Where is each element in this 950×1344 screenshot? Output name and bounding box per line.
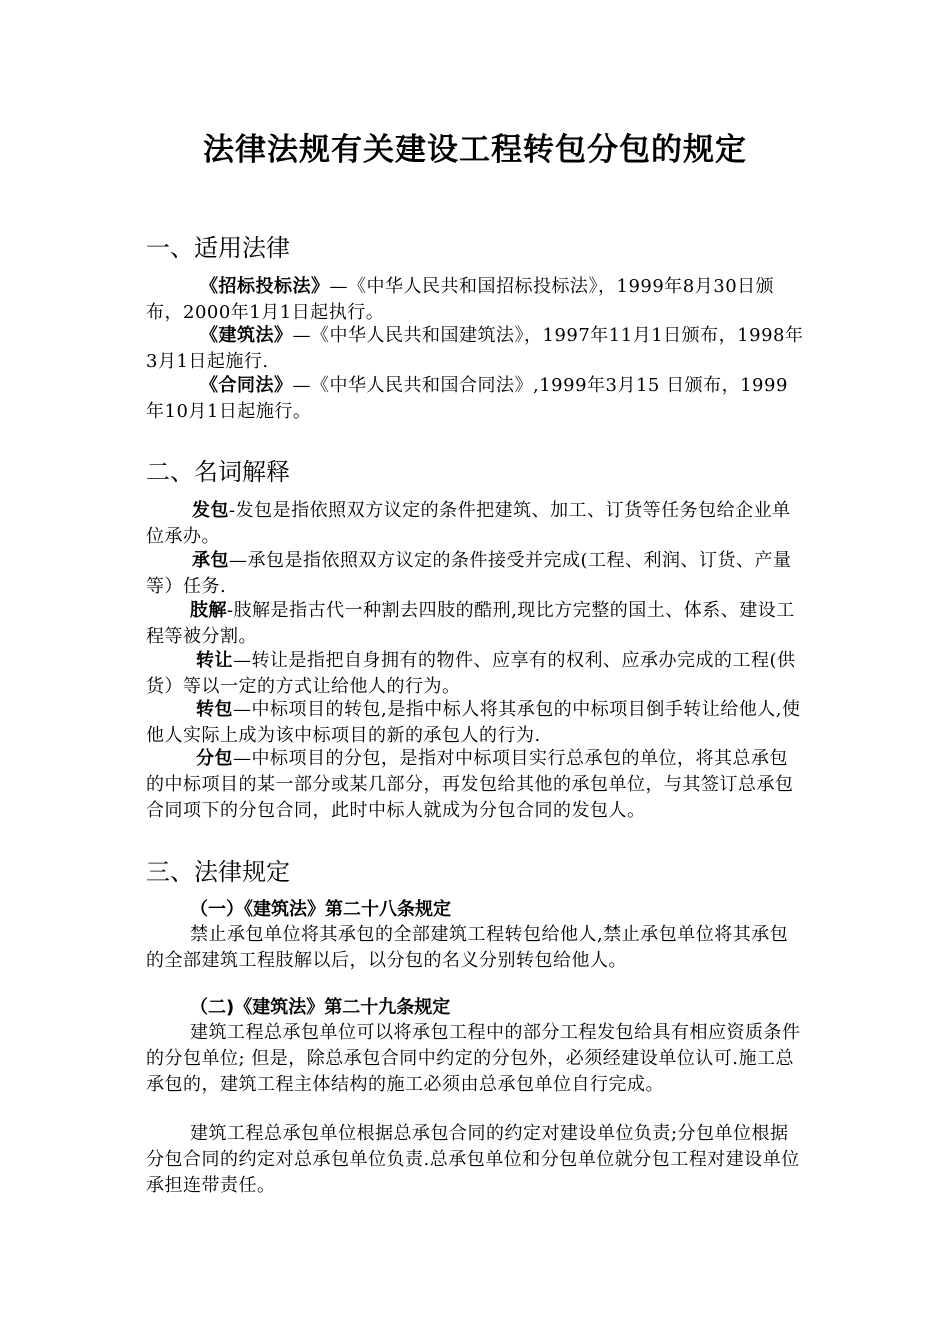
term-text: —中标项目的分包，是指对中标项目实行总承包的单位，将其总承包的中标项目的某一部分或某几部分，再发包给其他的承包单位，与其签订总承包合同项下的分包合同，此时中标人就成为分包合同的发包人。 [146, 748, 794, 821]
term-name: 转包 [196, 699, 233, 720]
law-name: 《合同法》 [200, 375, 293, 396]
section-heading-applicable-law: 一、适用法律 [146, 234, 290, 262]
term-name: 转让 [196, 650, 233, 671]
law-text: —《中华人民共和国招标投标法》，1999年8月30日颁布，2000年1月1日起执行。 [146, 276, 775, 323]
term-name: 肢解 [190, 600, 227, 621]
term-definition [146, 498, 804, 550]
law-item [146, 373, 804, 425]
term-text: -肢解是指古代一种割去四肢的酷刑,现比方完整的国土、体系、建设工程等被分割。 [146, 600, 795, 647]
term-definition [146, 648, 804, 700]
term-definition [146, 548, 804, 600]
term-definition [146, 746, 804, 824]
term-definition [146, 598, 804, 650]
term-text: —承包是指依照双方议定的条件接受并完成(工程、利润、订货、产量等）任务. [146, 550, 792, 597]
law-item [146, 274, 804, 326]
term-text: -发包是指依照双方议定的条件把建筑、加工、订货等任务包给企业单位承办。 [146, 500, 791, 547]
term-text: —中标项目的转包,是指中标人将其承包的中标项目倒手转让给他人,使他人实际上成为该中标项目的新的承包人的行为. [146, 699, 801, 746]
law-text: —《中华人民共和国合同法》,1999年3月15 日颁布，1999年10月1日起施行。 [146, 375, 788, 422]
article-subtitle: （一）《建筑法》第二十八条规定 [190, 899, 451, 920]
article-paragraph: 禁止承包单位将其承包的全部建筑工程转包给他人,禁止承包单位将其承包的全部建筑工程肢解以后，以分包的名义分别转包给他人。 [146, 924, 789, 971]
law-item [146, 323, 804, 375]
law-name: 《建筑法》 [200, 325, 293, 346]
term-definition [146, 697, 804, 749]
document-title: 法律法规有关建设工程转包分包的规定 [203, 132, 747, 168]
term-name: 分包 [196, 748, 233, 769]
section-heading-terms: 二、名词解释 [146, 458, 290, 486]
law-text: —《中华人民共和国建筑法》，1997年11月1日颁布，1998年3月1日起施行. [146, 325, 804, 372]
article-paragraph: 建筑工程总承包单位可以将承包工程中的部分工程发包给具有相应资质条件的分包单位; 但是，除总承包合同中约定的分包外，必须经建设单位认可.施工总承包的，建筑工程主体结构的施工必须由总承包单位自行完成。 [146, 1022, 801, 1095]
law-name: 《招标投标法》 [200, 276, 330, 297]
term-name: 承包 [192, 550, 229, 571]
section-heading-legal-provisions: 三、法律规定 [146, 858, 290, 886]
article-paragraph: 建筑工程总承包单位根据总承包合同的约定对建设单位负责;分包单位根据分包合同的约定对总承包单位负责.总承包单位和分包单位就分包工程对建设单位承担连带责任。 [146, 1123, 800, 1196]
article-subtitle: （二)《建筑法》第二十九条规定 [190, 997, 451, 1018]
term-name: 发包 [192, 500, 229, 521]
term-text: —转让是指把自身拥有的物件、应享有的权利、应承办完成的工程(供货）等以一定的方式让给他人的行为。 [146, 650, 796, 697]
